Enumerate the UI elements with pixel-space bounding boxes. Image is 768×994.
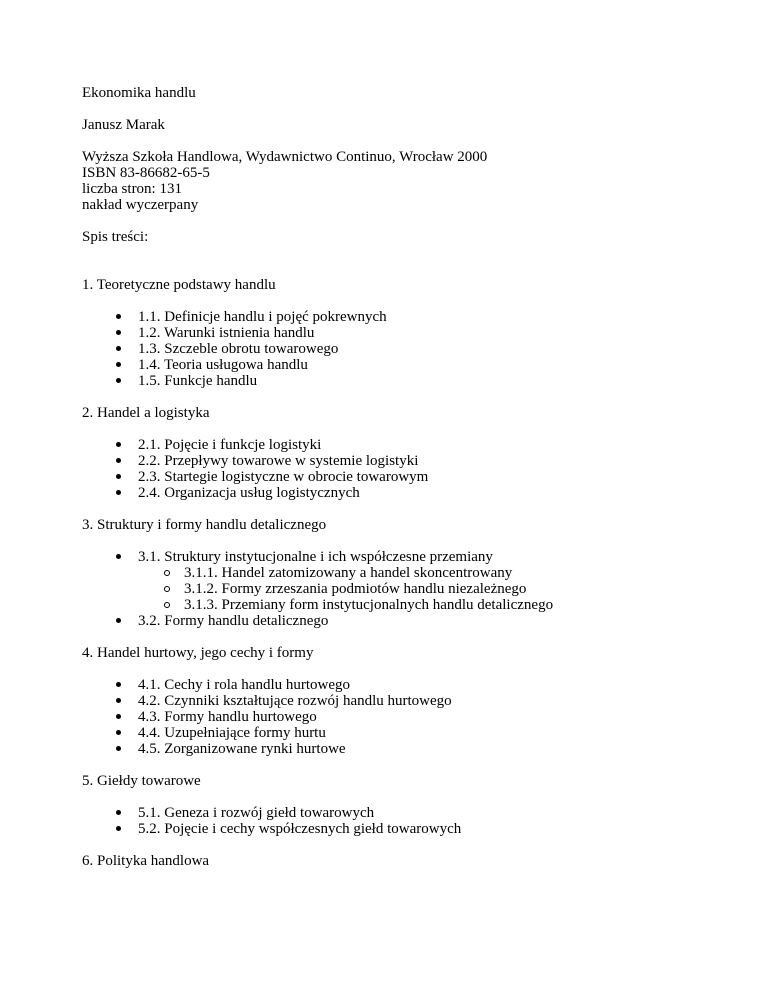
- bullet-disc-icon: [116, 490, 121, 495]
- bullet-disc-icon: [116, 362, 121, 367]
- subsection-label: 3.1.2. Formy zrzeszania podmiotów handlu niezależnego: [184, 581, 527, 597]
- subsection-item: [138, 581, 742, 597]
- bullet-disc-icon: [116, 554, 121, 559]
- subsection-item: [138, 597, 742, 613]
- section-label: 1.1. Definicje handlu i pojęć pokrewnych: [138, 309, 387, 325]
- chapter-heading: 6. Polityka handlowa: [82, 853, 210, 869]
- section-list: [82, 805, 742, 837]
- section-item: [82, 709, 742, 725]
- publisher-line: Wyższa Szkoła Handlowa, Wydawnictwo Continuo, Wrocław 2000: [82, 149, 488, 165]
- bullet-disc-icon: [116, 346, 121, 351]
- chapter-heading: 3. Struktury i formy handlu detalicznego: [82, 517, 327, 533]
- bullet-disc-icon: [116, 746, 121, 751]
- bullet-disc-icon: [116, 618, 121, 623]
- section-item: [82, 309, 742, 325]
- table-of-contents: [82, 277, 742, 869]
- subsection-item: [138, 565, 742, 581]
- section-item: [82, 453, 742, 469]
- isbn-line: ISBN 83-86682-65-5: [82, 165, 210, 181]
- section-item: [82, 373, 742, 389]
- subsection-list: [138, 565, 742, 613]
- bullet-disc-icon: [116, 330, 121, 335]
- section-label: 1.5. Funkcje handlu: [138, 373, 258, 389]
- section-item: [82, 437, 742, 453]
- section-label: 4.3. Formy handlu hurtowego: [138, 709, 317, 725]
- section-list: [82, 309, 742, 389]
- section-label: 1.2. Warunki istnienia handlu: [138, 325, 315, 341]
- bullet-circle-icon: [164, 586, 170, 592]
- section-label: 1.4. Teoria usługowa handlu: [138, 357, 308, 373]
- section-label: 2.1. Pojęcie i funkcje logistyki: [138, 437, 322, 453]
- author-name: Janusz Marak: [82, 117, 165, 133]
- chapter-heading: 4. Handel hurtowy, jego cechy i formy: [82, 645, 314, 661]
- section-label: 4.1. Cechy i rola handlu hurtowego: [138, 677, 351, 693]
- pages-line: liczba stron: 131: [82, 181, 182, 197]
- bullet-circle-icon: [164, 602, 170, 608]
- edition-line: nakład wyczerpany: [82, 197, 199, 213]
- subsection-label: 3.1.1. Handel zatomizowany a handel skoncentrowany: [184, 565, 513, 581]
- section-item: [82, 549, 742, 613]
- bullet-disc-icon: [116, 810, 121, 815]
- section-item: [82, 469, 742, 485]
- section-label: 4.4. Uzupełniające formy hurtu: [138, 725, 326, 741]
- section-item: [82, 357, 742, 373]
- section-label: 5.1. Geneza i rozwój giełd towarowych: [138, 805, 375, 821]
- section-list: [82, 677, 742, 757]
- bullet-disc-icon: [116, 474, 121, 479]
- section-label: 2.3. Startegie logistyczne w obrocie towarowym: [138, 469, 429, 485]
- bullet-disc-icon: [116, 714, 121, 719]
- bullet-disc-icon: [116, 442, 121, 447]
- section-item: [82, 741, 742, 757]
- section-item: [82, 677, 742, 693]
- section-item: [82, 341, 742, 357]
- bullet-disc-icon: [116, 730, 121, 735]
- section-label: 3.2. Formy handlu detalicznego: [138, 613, 329, 629]
- bullet-disc-icon: [116, 378, 121, 383]
- section-item: [82, 805, 742, 821]
- document-title: Ekonomika handlu: [82, 85, 196, 101]
- section-item: [82, 821, 742, 837]
- section-item: [82, 485, 742, 501]
- document-page: [82, 85, 742, 885]
- bullet-circle-icon: [164, 570, 170, 576]
- chapter-heading: 1. Teoretyczne podstawy handlu: [82, 277, 276, 293]
- section-item: [82, 725, 742, 741]
- bullet-disc-icon: [116, 826, 121, 831]
- section-label: 4.5. Zorganizowane rynki hurtowe: [138, 741, 346, 757]
- section-label: 2.4. Organizacja usług logistycznych: [138, 485, 360, 501]
- section-label: 4.2. Czynniki kształtujące rozwój handlu hurtowego: [138, 693, 452, 709]
- section-label: 2.2. Przepływy towarowe w systemie logistyki: [138, 453, 419, 469]
- chapter-heading: 5. Giełdy towarowe: [82, 773, 201, 789]
- section-label: 3.1. Struktury instytucjonalne i ich współczesne przemiany: [138, 549, 493, 565]
- section-label: 1.3. Szczeble obrotu towarowego: [138, 341, 339, 357]
- section-label: 5.2. Pojęcie i cechy współczesnych giełd towarowych: [138, 821, 462, 837]
- chapter-heading: 2. Handel a logistyka: [82, 405, 210, 421]
- bullet-disc-icon: [116, 458, 121, 463]
- section-list: [82, 437, 742, 501]
- bullet-disc-icon: [116, 682, 121, 687]
- toc-label: Spis treści:: [82, 229, 149, 245]
- section-item: [82, 693, 742, 709]
- bullet-disc-icon: [116, 314, 121, 319]
- publication-info: [82, 149, 742, 213]
- bullet-disc-icon: [116, 698, 121, 703]
- section-list: [82, 549, 742, 629]
- section-item: [82, 613, 742, 629]
- subsection-label: 3.1.3. Przemiany form instytucjonalnych handlu detalicznego: [184, 597, 554, 613]
- section-item: [82, 325, 742, 341]
